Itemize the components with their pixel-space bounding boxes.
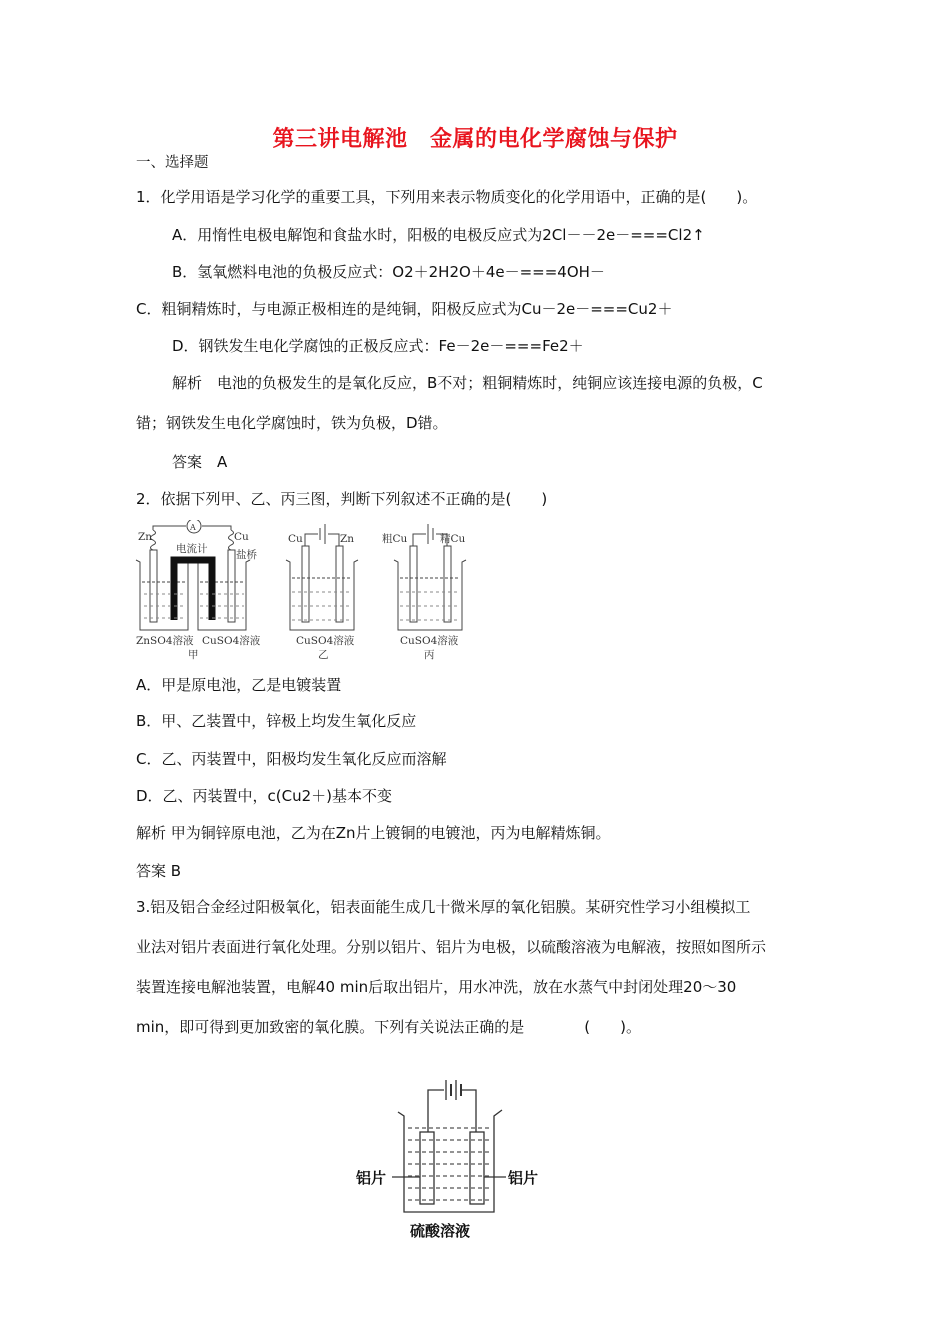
q3-line2: 业法对铝片表面进行氧化处理。分别以铝片、铝片为电极，以硫酸溶液为电解液，按照如图所示: [136, 938, 767, 956]
q2-option-a: A．甲是原电池，乙是电镀装置: [136, 676, 342, 694]
fig-salt-bridge-label: 盐桥: [236, 549, 257, 561]
section-heading: 一、选择题: [136, 155, 209, 171]
fig-solution-label: 硫酸溶液: [410, 1222, 471, 1240]
fig-right-electrode-label: 铝片: [508, 1169, 539, 1187]
q1-analysis-line1: 解析 电池的负极发生的是氧化反应，B不对；粗铜精炼时，纯铜应该连接电源的负极，C: [172, 374, 763, 392]
q1-answer: 答案 A: [172, 453, 228, 471]
q2-option-c: C．乙、丙装置中，阳极均发生氧化反应而溶解: [136, 750, 447, 768]
q1-option-c: C．粗铜精炼时，与电源正极相连的是纯铜，阳极反应式为Cu－2e－===Cu2＋: [136, 300, 673, 318]
q3-line3: 装置连接电解池装置，电解40 min后取出铝片，用水冲洗，放在水蒸气中封闭处理20～30: [136, 978, 737, 996]
fig-ammeter-label: A: [190, 523, 196, 532]
fig-zn-label: Zn: [138, 531, 153, 543]
q2-option-d: D．乙、丙装置中，c(Cu2＋)基本不变: [136, 787, 393, 805]
q2-stem: 2．依据下列甲、乙、丙三图，判断下列叙述不正确的是( ): [136, 490, 548, 508]
page-title: 第三讲电解池 金属的电化学腐蚀与保护: [272, 126, 678, 152]
fig-galvanometer-label: 电流计: [176, 543, 208, 555]
q3-line1: 3.铝及铝合金经过阳极氧化，铝表面能生成几十微米厚的氧化铝膜。某研究性学习小组模拟工: [136, 898, 751, 916]
fig-left-electrode-label: 铝片: [356, 1169, 387, 1187]
q2-option-b: B．甲、乙装置中，锌极上均发生氧化反应: [136, 712, 417, 730]
q1-option-d: D．钢铁发生电化学腐蚀的正极反应式：Fe－2e－===Fe2＋: [172, 337, 584, 355]
q1-option-a: A．用惰性电极电解饱和食盐水时，阳极的电极反应式为2Cl－－2e－===Cl2↑: [172, 226, 705, 244]
fig-label-b: 乙: [318, 649, 329, 661]
fig-cu-label: Cu: [234, 531, 249, 543]
q2-answer: 答案 B: [136, 862, 182, 880]
fig-crude-cu-label: 粗Cu: [382, 533, 408, 545]
q1-stem: 1．化学用语是学习化学的重要工具，下列用来表示物质变化的化学用语中，正确的是( )。: [136, 188, 758, 206]
q1-option-b: B．氢氧燃料电池的负极反应式：O2＋2H2O＋4e－===4OH－: [172, 263, 605, 281]
q2-figure-cells: [134, 520, 484, 665]
q2-analysis: 解析 甲为铜锌原电池，乙为在Zn片上镀铜的电镀池，丙为电解精炼铜。: [136, 824, 611, 842]
fig-cu2-label: Cu: [288, 533, 303, 545]
fig-pure-cu-label: 精Cu: [440, 533, 466, 545]
q3-line4: min，即可得到更加致密的氧化膜。下列有关说法正确的是 ( )。: [136, 1018, 641, 1036]
q3-figure-electrolysis: [350, 1070, 550, 1245]
fig-znso4-label: ZnSO4溶液: [136, 635, 194, 647]
fig-label-a: 甲: [188, 649, 199, 661]
fig-zn2-label: Zn: [340, 533, 355, 545]
q1-analysis-line2: 错；钢铁发生电化学腐蚀时，铁为负极，D错。: [136, 414, 448, 432]
fig-cuso4-c-label: CuSO4溶液: [400, 635, 459, 647]
fig-cuso4-a-label: CuSO4溶液: [202, 635, 261, 647]
fig-label-c: 丙: [424, 649, 435, 661]
fig-cuso4-b-label: CuSO4溶液: [296, 635, 355, 647]
